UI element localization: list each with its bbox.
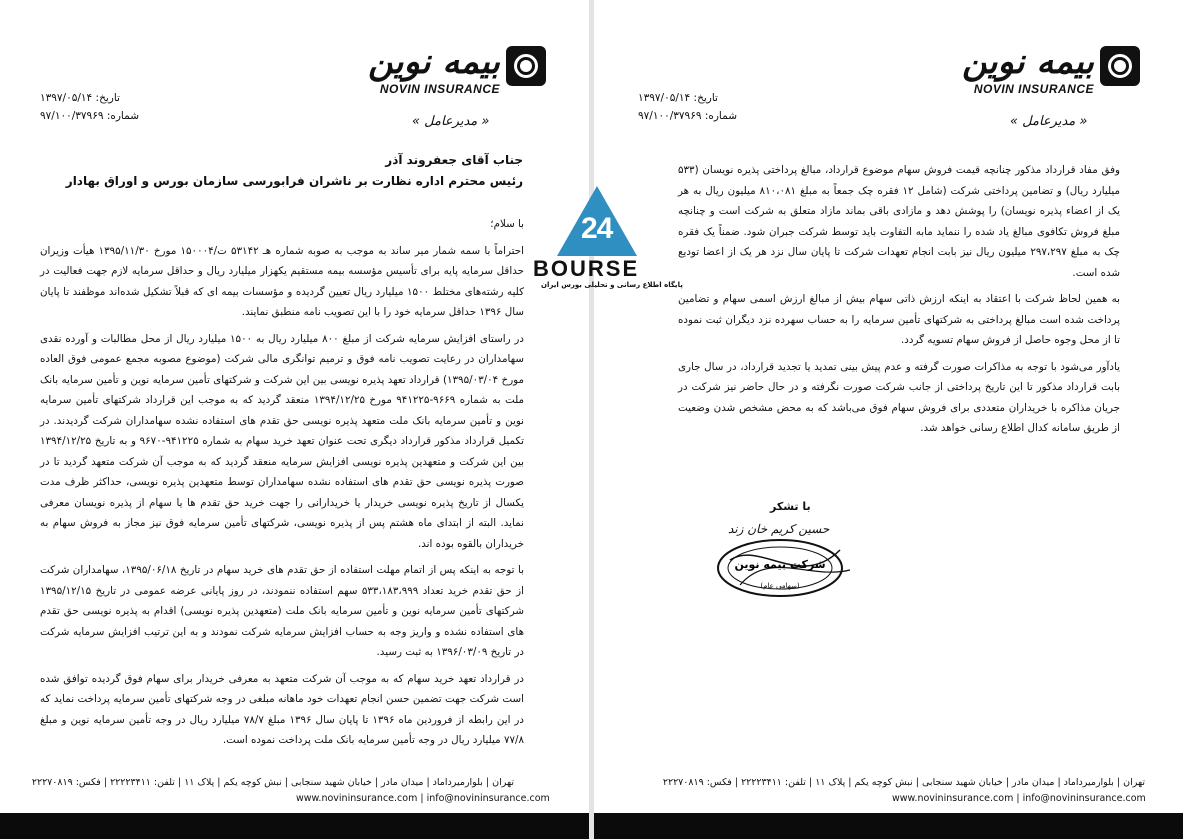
watermark-number: 24 — [581, 212, 613, 245]
seal-subtext: (سهامی عام) — [760, 582, 800, 590]
recipient-label: « مدیرعامل » — [1010, 114, 1088, 129]
bourse24-watermark — [533, 186, 683, 298]
signature-block — [710, 500, 870, 600]
addressee-name: جناب آقای جعفروند آذر — [385, 153, 523, 167]
letter-date: تاریخ: ۱۳۹۷/۰۵/۱۴ — [40, 92, 120, 104]
greeting: با سلام؛ — [490, 218, 524, 230]
footer-address: تهران | بلوارمیرداماد | میدان مادر | خیابان شهید سنجابی | نبش کوچه یکم | پلاک ۱۱ | تلفن: ۲۲۲۲۳۴۱۱ | فکس: ۲۲۲۷۰۸۱۹ — [662, 777, 1145, 788]
footer-address: تهران | بلوارمیرداماد | میدان مادر | خیابان شهید سنجابی | نبش کوچه یکم | پلاک ۱۱ | تلفن: ۲۲۲۲۳۴۱۱ | فکس: ۲۲۲۷۰۸۱۹ — [31, 777, 514, 788]
signatory-name: حسین کریم خان زند — [728, 522, 830, 536]
logo-english-text: NOVIN INSURANCE — [379, 82, 500, 96]
paragraph: احتراماً با سمه شمار میر ساند به موجب به صوبه شماره هـ ۵۳۱۴۲ ت/۱۵۰۰۰۴ مورخ ۱۳۹۵/۱۱/۳۰ هیأت وزیران حداقل سرمایه پایه برای تأسیس مؤسسه بیمه مستقیم یکهزار میلیارد ریال و حداقل سرمایه لازم جهت فعالیت در کلیه رشته‌های مختلط ۱۵۰۰ میلیارد ریال تعیین گردیده و مؤسسات بیمه ای که قبلاً تشکیل شده‌اند موظفند تا پایان سال ۱۳۹۶ حداقل سرمایه خود را با این تصویب نامه منطبق نمایند. — [40, 244, 524, 318]
logo-persian-text: بیمه نوین — [962, 42, 1094, 82]
signature-thanks: با تشکر — [770, 500, 811, 513]
paragraph: در قرارداد تعهد خرید سهام که به موجب آن شرکت متعهد به معرفی خریدار برای سهام فوق گردیده توافق شده است شرکت جهت تضمین حسن انجام تعهدات خود ماهانه مبلغی در وجه شرکتهای تأمین سرمایه پرداخت نماید که در این رابطه از فروردین ماه ۱۳۹۶ تا پایان سال ۱۳۹۶ مبلغ ۷۸/۷ میلیارد ریال در وجه تأمین سرمایه نوین و مبلغ ۷۷/۸ میلیارد ریال در وجه تأمین سرمایه بانک ملت پرداخت نموده است. — [40, 672, 524, 746]
logo-mark-icon — [506, 46, 546, 86]
watermark-subtitle: پایگاه اطلاع رسانی و تحلیلی بورس ایران — [541, 281, 683, 289]
recipient-label: « مدیرعامل » — [412, 114, 490, 129]
footer-website: www.novininsurance.com | info@novininsurance.com — [296, 793, 550, 804]
logo-english-text: NOVIN INSURANCE — [973, 82, 1094, 96]
addressee-title: رئیس محترم اداره نظارت بر ناشران فرابورسی سازمان بورس و اوراق بهادار — [65, 174, 523, 188]
letter-date: تاریخ: ۱۳۹۷/۰۵/۱۴ — [638, 92, 718, 104]
letter-body — [40, 214, 524, 757]
letter-number: شماره: ۹۷/۱۰۰/۳۷۹۶۹ — [40, 110, 139, 122]
novin-insurance-logo — [960, 42, 1140, 104]
paragraph: یادآور می‌شود با توجه به مذاکرات صورت گرفته و عدم پیش بینی تمدید یا تجدید قرارداد، در سال جاری بابت قرارداد مذکور تا این تاریخ پرداختی از جانب شرکت صورت نگرفته و در حال حاضر نیز شرکت در جریان مذاکره با خریداران متعددی برای فروش سهام فوق می‌باشد که به محض مشخص شدن وضعیت از طریق سامانه کدال اطلاع رسانی خواهد شد. — [678, 360, 1120, 434]
logo-persian-text: بیمه نوین — [368, 42, 500, 82]
paragraph: در راستای افزایش سرمایه شرکت از مبلغ ۸۰۰ میلیارد ریال به ۱۵۰۰ میلیارد ریال از محل مطالبات و آورده نقدی سهامداران در رعایت تصویب نامه فوق و ترمیم توانگری مالی شرکت (موضوع مصوبه مجمع عمومی فوق العاده مورخ ۱۳۹۵/۰۳/۰۴) قرارداد تعهد پذیره نویسی بین این شرکت و شرکتهای تأمین سرمایه نوین و تأمین سرمایه بانک ملت به شماره ۹۶۶۹-۹۴۱۲۲۵ مورخ ۱۳۹۴/۱۲/۲۵ منعقد گردید که به موجب این قرارداد شرکتهای تأمین سرمایه نوین و تأمین سرمایه بانک ملت متعهد پذیره نویسی حق تقدم های استفاده نشده سهامداران شرکت گردیدند. در تکمیل قرارداد مذکور قرارداد دیگری تحت عنوان تعهد خرید سهام به شماره ۹۴۱۲۲۵-۹۶۷۰ و به تاریخ ۱۳۹۴/۱۲/۲۵ بین این شرکت و متعهدین پذیره نویسی افزایش سرمایه منعقد گردید که به موجب آن شرکت متعهد گردید تا در صورت پذیره نویسی حق تقدم های استفاده نشده سهامداران توسط متعهدین پذیره نویسی، حداکثر ظرف مدت یکسال از تاریخ پذیره نویسی خریدار یا خریدارانی را جهت خرید حق تقدم ها یا سهام از پذیره نویسان معرفی نماید. البته از ابتدای ماه هشتم پس از پذیره نویسی، شرکتهای تأمین سرمایه فوق نیز مجاز به فروش سهام به خریداران بالقوه بوده اند. — [40, 332, 524, 550]
novin-insurance-logo — [366, 42, 546, 104]
footer-website: www.novininsurance.com | info@novininsurance.com — [892, 793, 1146, 804]
footer-bar — [594, 813, 1183, 839]
paragraph: وفق مفاد قرارداد مذکور چنانچه قیمت فروش سهام موضوع قرارداد، مبالغ پرداختی پذیره نویسان (۵۳۳ میلیارد ریال) و تضامین پرداختی شرکت (شامل ۱۲ فقره چک جمعاً به مبلغ ۸۱۰،۰۸۱ میلیون ریال به هر یک از اعضاء پذیره نویسان) را پوشش دهد و مازادی باقی بماند مازاد متعلق به شرکت است و چنانچه مبلغ فروش تکافوی مبالغ یاد شده را ننماید مابه التفاوت باید توسط شرکت جبران شود. ضمناً یک فقره چک به مبلغ ۲۹۷،۲۹۷ میلیون ریال نیز بابت انجام تعهدات شرکت تا پایان سال نزد هر یک از اعضا تودیع شده است. — [678, 164, 1120, 279]
paragraph: با توجه به اینکه پس از اتمام مهلت استفاده از حق تقدم های خرید سهام در تاریخ ۱۳۹۵/۰۶/۱۸، سهامداران شرکت از حق تقدم خرید تعداد ۵۳۳،۱۸۳،۹۹۹ سهم استفاده ننمودند، در روز پایانی عرضه عمومی در تاریخ ۱۳۹۵/۱۲/۱۵ شرکتهای تأمین سرمایه نوین و تأمین سرمایه بانک ملت (متعهدین پذیره نویسی) اقدام به پذیره نویسی حق تقدم های استفاده نشده و واریز وجه به حساب افزایش سرمایه شرکت نمودند و به این ترتیب افزایش سرمایه شرکت در تاریخ ۱۳۹۶/۰۳/۰۹ به ثبت رسید. — [40, 564, 524, 658]
company-seal-icon — [710, 530, 860, 600]
letter-footer — [594, 777, 1183, 839]
letter-footer — [0, 777, 589, 839]
watermark-word: BOURSE — [533, 256, 640, 281]
footer-bar — [0, 813, 589, 839]
paragraph: به همین لحاظ شرکت با اعتقاد به اینکه ارزش ذاتی سهام بیش از مبالغ ارزش اسمی سهام و تضامین پرداخت شده است مبالغ پرداختی به شرکتهای تأمین سرمایه را به حساب سهرده نزد دیگران ثبت نموده تا از محل وجوه حاصل از فروش سهام تسویه گردد. — [678, 293, 1120, 346]
letter-number: شماره: ۹۷/۱۰۰/۳۷۹۶۹ — [638, 110, 737, 122]
letter-body — [678, 160, 1120, 445]
letter-page-1 — [0, 0, 589, 839]
logo-mark-icon — [1100, 46, 1140, 86]
letter-page-2 — [594, 0, 1183, 839]
seal-text: شرکت بیمه نوین — [734, 558, 826, 571]
